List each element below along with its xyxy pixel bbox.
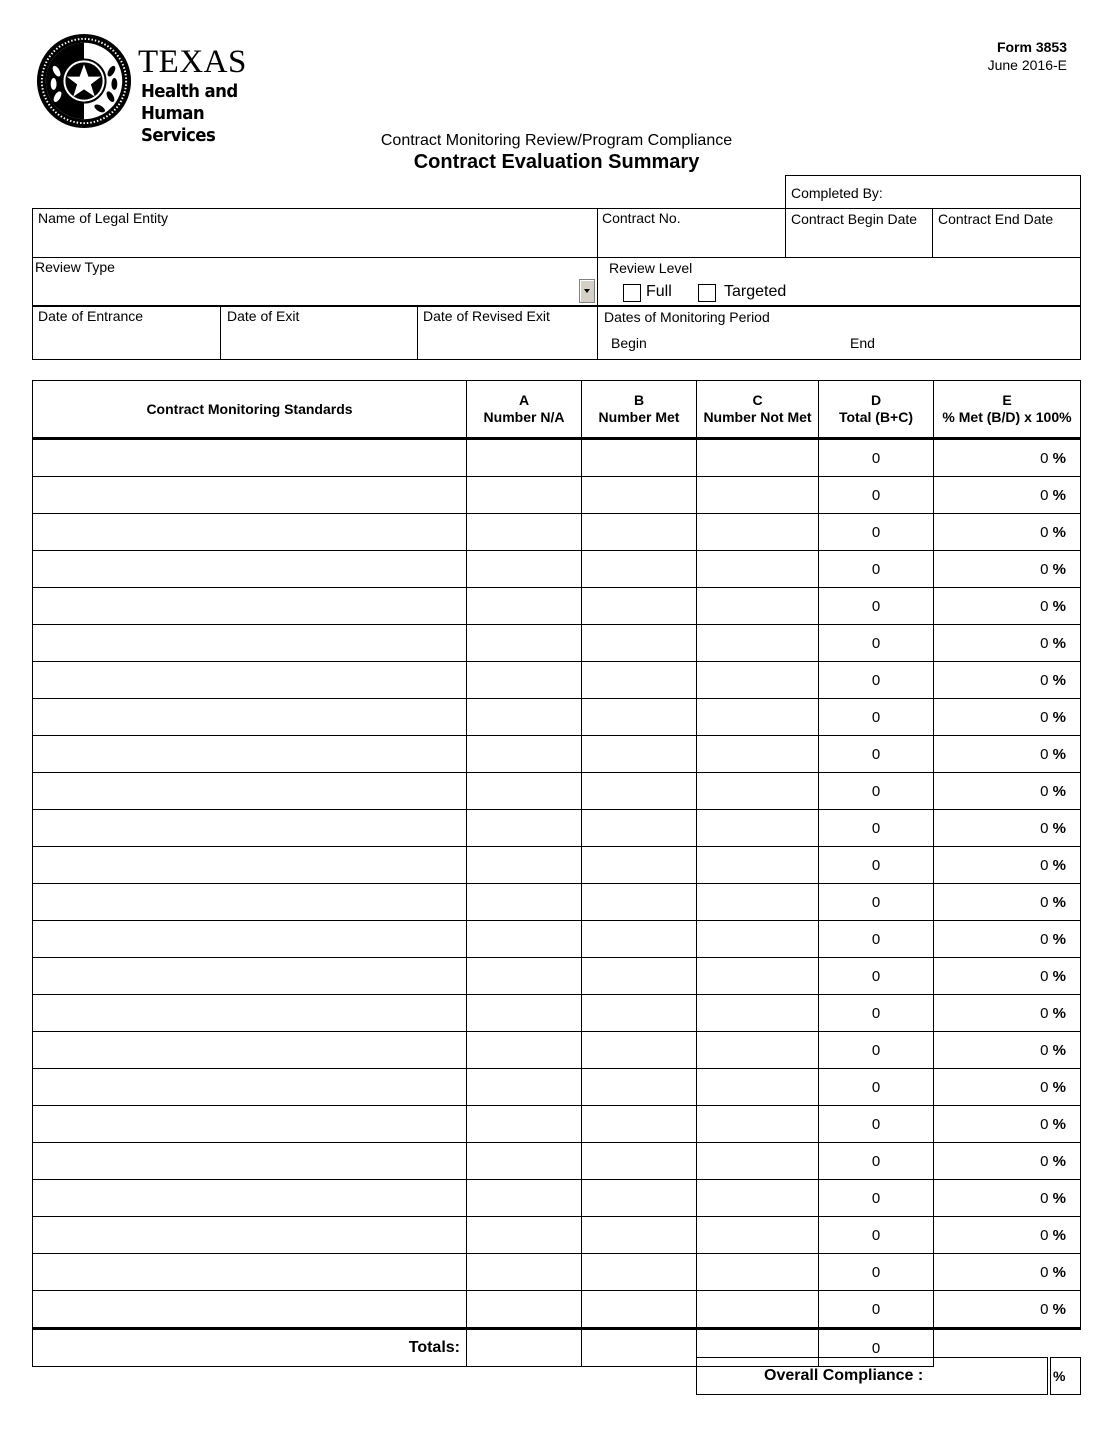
totals-label: Totals: [33, 1329, 467, 1367]
col-header-d: D Total (B+C) [819, 381, 934, 439]
standard-field[interactable] [33, 699, 467, 736]
total-value [819, 1143, 934, 1180]
number-not-met-field[interactable] [697, 477, 819, 514]
review-level-targeted-checkbox[interactable] [698, 284, 716, 302]
percent-symbol: % [1052, 782, 1066, 800]
total-value [819, 588, 934, 625]
percent-symbol: % [1052, 1263, 1066, 1281]
percent-symbol: % [1052, 449, 1066, 467]
total-value-text: 0 [871, 1189, 881, 1207]
number-met-field[interactable] [582, 736, 697, 773]
percent-symbol: % [1052, 1152, 1066, 1170]
table-row [33, 1032, 1081, 1069]
percent-symbol: % [1052, 930, 1066, 948]
standard-field[interactable] [33, 1291, 467, 1329]
percent-met-value [934, 699, 1081, 736]
number-na-field[interactable] [467, 736, 582, 773]
percent-symbol: % [1052, 560, 1066, 578]
percent-met-value [934, 773, 1081, 810]
percent-met-value-text: 0 [1040, 1078, 1049, 1096]
number-not-met-field[interactable] [697, 773, 819, 810]
number-not-met-field[interactable] [697, 551, 819, 588]
monitoring-begin-label: Begin [611, 335, 647, 351]
date-entrance-field[interactable] [32, 306, 221, 360]
total-value [819, 514, 934, 551]
contract-no-field[interactable] [597, 208, 786, 258]
number-na-field[interactable] [467, 1143, 582, 1180]
percent-symbol: % [1052, 745, 1066, 763]
chevron-down-icon [584, 289, 590, 293]
percent-symbol: % [1052, 967, 1066, 985]
texas-seal-star-icon [35, 32, 133, 130]
contract-end-label: Contract End Date [938, 211, 1054, 227]
number-met-field[interactable] [582, 662, 697, 699]
page-subtitle: Contract Monitoring Review/Program Compliance [380, 132, 733, 149]
number-na-field[interactable] [467, 1291, 582, 1329]
total-value [819, 1069, 934, 1106]
number-na-field[interactable] [467, 1180, 582, 1217]
total-value [819, 884, 934, 921]
percent-symbol: % [1052, 1300, 1066, 1318]
col-header-c: C Number Not Met [697, 381, 819, 439]
number-met-field[interactable] [582, 477, 697, 514]
total-value-text: 0 [871, 1041, 881, 1059]
total-value-text: 0 [871, 1226, 881, 1244]
monitoring-period-group [597, 306, 1081, 360]
percent-symbol: % [1052, 819, 1066, 837]
number-not-met-field[interactable] [697, 1069, 819, 1106]
number-met-field[interactable] [582, 1106, 697, 1143]
number-not-met-field[interactable] [697, 439, 819, 477]
standard-field[interactable] [33, 958, 467, 995]
percent-met-value [934, 884, 1081, 921]
number-na-field[interactable] [467, 588, 582, 625]
totals-a-field[interactable] [467, 1329, 582, 1367]
form-identifier [988, 38, 1067, 74]
percent-symbol: % [1052, 893, 1066, 911]
number-not-met-field[interactable] [697, 1032, 819, 1069]
table-row [33, 439, 1081, 477]
number-na-field[interactable] [467, 847, 582, 884]
percent-met-value-text: 0 [1040, 449, 1049, 467]
standard-field[interactable] [33, 921, 467, 958]
percent-symbol: % [1052, 856, 1066, 874]
brand-texas: TEXAS [138, 44, 247, 80]
total-value-text: 0 [871, 634, 881, 652]
contract-end-field[interactable] [932, 208, 1081, 258]
legal-entity-label: Name of Legal Entity [38, 210, 168, 226]
percent-met-value [934, 847, 1081, 884]
hhs-logo [35, 32, 295, 146]
percent-met-value-text: 0 [1040, 597, 1049, 615]
percent-symbol: % [1052, 1078, 1066, 1096]
number-not-met-field[interactable] [697, 514, 819, 551]
number-not-met-field[interactable] [697, 1180, 819, 1217]
table-row [33, 958, 1081, 995]
date-entrance-label: Date of Entrance [38, 308, 144, 324]
number-met-field[interactable] [582, 514, 697, 551]
total-value [819, 773, 934, 810]
total-value-text: 0 [871, 893, 881, 911]
total-value [819, 1032, 934, 1069]
number-na-field[interactable] [467, 995, 582, 1032]
review-level-full-label: Full [646, 283, 672, 300]
number-met-field[interactable] [582, 847, 697, 884]
table-row [33, 1069, 1081, 1106]
date-revised-exit-field[interactable] [417, 306, 598, 360]
percent-symbol: % [1052, 634, 1066, 652]
number-na-field[interactable] [467, 1217, 582, 1254]
number-met-field[interactable] [582, 439, 697, 477]
number-met-field[interactable] [582, 1180, 697, 1217]
number-na-field[interactable] [467, 662, 582, 699]
standard-field[interactable] [33, 1069, 467, 1106]
review-type-dropdown-button[interactable] [579, 279, 595, 303]
percent-met-value [934, 588, 1081, 625]
overall-percent-box [1050, 1357, 1081, 1395]
table-row [33, 1106, 1081, 1143]
percent-met-value-text: 0 [1040, 560, 1049, 578]
number-not-met-field[interactable] [697, 884, 819, 921]
total-value-text: 0 [871, 1078, 881, 1096]
percent-symbol: % [1052, 486, 1066, 504]
number-not-met-field[interactable] [697, 588, 819, 625]
percent-met-value [934, 1032, 1081, 1069]
review-type-select[interactable] [32, 257, 598, 307]
number-not-met-field[interactable] [697, 1254, 819, 1291]
percent-met-value [934, 514, 1081, 551]
col-header-standards: Contract Monitoring Standards [33, 381, 467, 439]
totals-b-field[interactable] [582, 1329, 697, 1367]
review-level-label: Review Level [609, 260, 693, 276]
standard-field[interactable] [33, 551, 467, 588]
percent-met-value-text: 0 [1040, 1041, 1049, 1059]
standard-field[interactable] [33, 736, 467, 773]
standard-field[interactable] [33, 1180, 467, 1217]
percent-met-value-text: 0 [1040, 708, 1049, 726]
number-met-field[interactable] [582, 625, 697, 662]
review-level-targeted-label: Targeted [724, 283, 787, 300]
number-na-field[interactable] [467, 439, 582, 477]
standard-field[interactable] [33, 1106, 467, 1143]
percent-met-value [934, 736, 1081, 773]
number-na-field[interactable] [467, 1106, 582, 1143]
percent-symbol: % [1052, 708, 1066, 726]
overall-percent-symbol: % [1053, 1368, 1066, 1384]
standard-field[interactable] [33, 995, 467, 1032]
number-met-field[interactable] [582, 699, 697, 736]
number-not-met-field[interactable] [697, 1217, 819, 1254]
percent-met-value-text: 0 [1040, 1189, 1049, 1207]
number-met-field[interactable] [582, 588, 697, 625]
number-not-met-field[interactable] [697, 810, 819, 847]
number-met-field[interactable] [582, 1143, 697, 1180]
number-not-met-field[interactable] [697, 847, 819, 884]
total-value [819, 662, 934, 699]
number-met-field[interactable] [582, 1254, 697, 1291]
number-na-field[interactable] [467, 1254, 582, 1291]
standard-field[interactable] [33, 773, 467, 810]
total-value [819, 810, 934, 847]
total-value [819, 439, 934, 477]
table-row [33, 1217, 1081, 1254]
total-value-text: 0 [871, 1300, 881, 1318]
standard-field[interactable] [33, 1217, 467, 1254]
completed-by-label: Completed By: [791, 185, 883, 201]
number-not-met-field[interactable] [697, 625, 819, 662]
number-na-field[interactable] [467, 921, 582, 958]
total-value-text: 0 [871, 560, 881, 578]
number-met-field[interactable] [582, 810, 697, 847]
percent-symbol: % [1052, 1189, 1066, 1207]
percent-met-value-text: 0 [1040, 856, 1049, 874]
standard-field[interactable] [33, 662, 467, 699]
table-row [33, 921, 1081, 958]
number-na-field[interactable] [467, 773, 582, 810]
table-row [33, 699, 1081, 736]
col-header-a: A Number N/A [467, 381, 582, 439]
evaluation-table [32, 380, 1081, 1367]
total-value [819, 477, 934, 514]
number-na-field[interactable] [467, 477, 582, 514]
review-level-full-checkbox[interactable] [623, 284, 641, 302]
percent-met-value-text: 0 [1040, 967, 1049, 985]
percent-met-value [934, 1106, 1081, 1143]
completed-by-field[interactable] [785, 175, 1081, 209]
contract-begin-label: Contract Begin Date [791, 211, 918, 227]
total-value-text: 0 [871, 782, 881, 800]
percent-met-value-text: 0 [1040, 1263, 1049, 1281]
number-na-field[interactable] [467, 810, 582, 847]
number-na-field[interactable] [467, 699, 582, 736]
overall-compliance-label: Overall Compliance : [764, 1367, 924, 1384]
table-row [33, 1143, 1081, 1180]
date-exit-label: Date of Exit [227, 308, 300, 324]
percent-met-value-text: 0 [1040, 893, 1049, 911]
table-row [33, 1254, 1081, 1291]
number-na-field[interactable] [467, 1032, 582, 1069]
percent-met-value-text: 0 [1040, 782, 1049, 800]
total-value [819, 1291, 934, 1329]
standard-field[interactable] [33, 884, 467, 921]
table-row [33, 847, 1081, 884]
total-value [819, 958, 934, 995]
total-value [819, 921, 934, 958]
percent-met-value-text: 0 [1040, 1300, 1049, 1318]
percent-met-value [934, 1254, 1081, 1291]
total-value [819, 551, 934, 588]
percent-met-value-text: 0 [1040, 1226, 1049, 1244]
table-row [33, 995, 1081, 1032]
number-not-met-field[interactable] [697, 995, 819, 1032]
total-value-text: 0 [871, 523, 881, 541]
total-value-text: 0 [871, 1263, 881, 1281]
percent-symbol: % [1052, 523, 1066, 541]
total-value-text: 0 [871, 856, 881, 874]
table-row [33, 1180, 1081, 1217]
overall-compliance-field[interactable] [696, 1357, 1048, 1395]
number-not-met-field[interactable] [697, 699, 819, 736]
standard-field[interactable] [33, 847, 467, 884]
number-na-field[interactable] [467, 884, 582, 921]
total-value [819, 1217, 934, 1254]
total-value-text: 0 [871, 708, 881, 726]
percent-met-value [934, 477, 1081, 514]
number-met-field[interactable] [582, 551, 697, 588]
number-na-field[interactable] [467, 625, 582, 662]
percent-met-value-text: 0 [1040, 634, 1049, 652]
standard-field[interactable] [33, 1143, 467, 1180]
table-row [33, 588, 1081, 625]
standard-field[interactable] [33, 1032, 467, 1069]
standard-field[interactable] [33, 1254, 467, 1291]
total-value [819, 699, 934, 736]
table-header-row [33, 381, 1081, 439]
percent-met-value [934, 810, 1081, 847]
table-row [33, 662, 1081, 699]
percent-symbol: % [1052, 1226, 1066, 1244]
total-value-text: 0 [871, 967, 881, 985]
number-not-met-field[interactable] [697, 921, 819, 958]
percent-symbol: % [1052, 1115, 1066, 1133]
number-na-field[interactable] [467, 1069, 582, 1106]
col-header-b: B Number Met [582, 381, 697, 439]
total-value-text: 0 [871, 1152, 881, 1170]
number-not-met-field[interactable] [697, 958, 819, 995]
number-met-field[interactable] [582, 884, 697, 921]
standard-field[interactable] [33, 514, 467, 551]
table-row [33, 551, 1081, 588]
number-not-met-field[interactable] [697, 1106, 819, 1143]
number-not-met-field[interactable] [697, 662, 819, 699]
total-value-text: 0 [871, 671, 881, 689]
number-met-field[interactable] [582, 773, 697, 810]
number-na-field[interactable] [467, 551, 582, 588]
table-row [33, 773, 1081, 810]
standard-field[interactable] [33, 588, 467, 625]
total-value-text: 0 [871, 597, 881, 615]
standard-field[interactable] [33, 810, 467, 847]
totals-d-value: 0 [819, 1329, 934, 1367]
percent-met-value-text: 0 [1040, 523, 1049, 541]
total-value-text: 0 [871, 486, 881, 504]
form-date: June 2016-E [987, 57, 1067, 73]
brand-line-2: Health and Human [141, 81, 238, 124]
percent-met-value [934, 995, 1081, 1032]
percent-met-value [934, 1217, 1081, 1254]
date-revised-exit-label: Date of Revised Exit [423, 308, 550, 324]
percent-symbol: % [1052, 671, 1066, 689]
percent-symbol: % [1052, 1041, 1066, 1059]
number-met-field[interactable] [582, 921, 697, 958]
table-row [33, 884, 1081, 921]
total-value-text: 0 [871, 449, 881, 467]
standard-field[interactable] [33, 625, 467, 662]
date-exit-field[interactable] [220, 306, 418, 360]
page-title: Contract Evaluation Summary [413, 151, 700, 173]
contract-no-label: Contract No. [602, 210, 681, 226]
percent-met-value [934, 551, 1081, 588]
percent-met-value-text: 0 [1040, 486, 1049, 504]
number-met-field[interactable] [582, 1291, 697, 1329]
percent-met-value [934, 439, 1081, 477]
legal-entity-field[interactable] [32, 208, 598, 258]
standard-field[interactable] [33, 477, 467, 514]
number-not-met-field[interactable] [697, 1143, 819, 1180]
monitoring-period-label: Dates of Monitoring Period [604, 309, 770, 325]
review-type-label: Review Type [35, 259, 115, 275]
percent-symbol: % [1052, 1004, 1066, 1022]
percent-met-value [934, 1069, 1081, 1106]
number-met-field[interactable] [582, 995, 697, 1032]
percent-met-value-text: 0 [1040, 930, 1049, 948]
number-met-field[interactable] [582, 1069, 697, 1106]
percent-met-value [934, 958, 1081, 995]
percent-met-value [934, 1291, 1081, 1329]
monitoring-end-label: End [850, 335, 875, 351]
total-value-text: 0 [871, 1115, 881, 1133]
number-met-field[interactable] [582, 1217, 697, 1254]
table-row [33, 810, 1081, 847]
table-row [33, 625, 1081, 662]
brand-line-3: Services [141, 125, 216, 146]
number-met-field[interactable] [582, 1032, 697, 1069]
standard-field[interactable] [33, 439, 467, 477]
number-not-met-field[interactable] [697, 736, 819, 773]
total-value [819, 1180, 934, 1217]
col-header-e: E % Met (B/D) x 100% [934, 381, 1081, 439]
contract-begin-field[interactable] [785, 208, 933, 258]
percent-met-value-text: 0 [1040, 745, 1049, 763]
percent-met-value-text: 0 [1040, 1115, 1049, 1133]
percent-met-value-text: 0 [1040, 819, 1049, 837]
percent-met-value [934, 1180, 1081, 1217]
percent-met-value-text: 0 [1040, 671, 1049, 689]
percent-met-value [934, 625, 1081, 662]
percent-met-value-text: 0 [1040, 1004, 1049, 1022]
table-row [33, 736, 1081, 773]
total-value-text: 0 [871, 745, 881, 763]
percent-symbol: % [1052, 597, 1066, 615]
number-not-met-field[interactable] [697, 1291, 819, 1329]
total-value [819, 847, 934, 884]
total-value-text: 0 [871, 1004, 881, 1022]
number-na-field[interactable] [467, 958, 582, 995]
percent-met-value [934, 921, 1081, 958]
total-value [819, 736, 934, 773]
total-value-text: 0 [871, 819, 881, 837]
number-na-field[interactable] [467, 514, 582, 551]
percent-met-value-text: 0 [1040, 1152, 1049, 1170]
table-row [33, 1291, 1081, 1329]
total-value [819, 1254, 934, 1291]
percent-met-value [934, 662, 1081, 699]
form-number: Form 3853 [996, 39, 1067, 55]
percent-met-value [934, 1143, 1081, 1180]
total-value [819, 995, 934, 1032]
number-met-field[interactable] [582, 958, 697, 995]
total-value-text: 0 [871, 930, 881, 948]
total-value [819, 1106, 934, 1143]
total-value [819, 625, 934, 662]
table-row [33, 477, 1081, 514]
table-row [33, 514, 1081, 551]
